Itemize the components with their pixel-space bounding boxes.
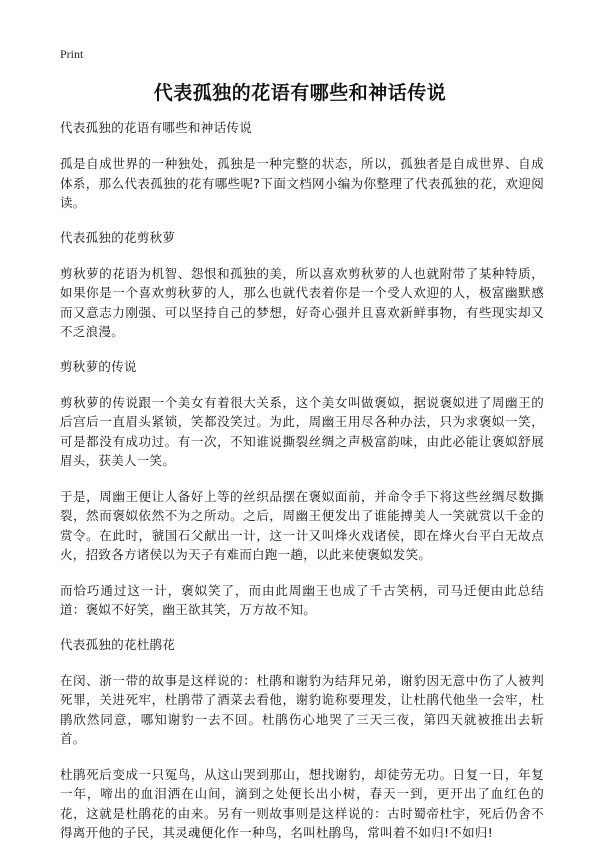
page-title: 代表孤独的花语有哪些和神话传说 xyxy=(153,82,447,104)
article-body xyxy=(60,119,544,859)
legend-paragraph-1: 剪秋萝的传说跟一个美女有着很大关系，这个美女叫做褒姒，据说褒姒进了周幽王的后宫后一直眉头紧锁，笑都没笑过。为此，周幽王用尽各种办法，只为求褒姒一笑，可是都没有成功过。有一次，不知谁说撕裂丝绸之声极富韵味，由此必能让褒姒舒展眉头，获美人一笑。 xyxy=(60,394,544,468)
legend-paragraph-2: 于是，周幽王便让人备好上等的丝织品摆在褒姒面前，并命令手下将这些丝绸尽数撕裂，然而褒姒依然不为之所动。之后，周幽王便发出了谁能搏美人一笑就赏以千金的赏令。在此时，虢国石父献出一计，这一计又叫烽火戏诸侯，即在烽火台平白无故点火，招致各方诸侯以为天子有难而白跑一趟，以此来使褒姒发笑。 xyxy=(60,488,544,562)
print-link[interactable]: Print xyxy=(60,47,84,61)
section-heading-azalea: 代表孤独的花杜鹃花 xyxy=(60,636,176,652)
intro-paragraph: 孤是自成世界的一种独处，孤独是一种完整的状态，所以，孤独者是自成世界、自成体系，那么代表孤独的花有哪些呢?下面文档网小编为你整理了代表孤独的花，欢迎阅读。 xyxy=(60,156,544,210)
section-heading-cyclamen: 代表孤独的花剪秋萝 xyxy=(60,229,176,245)
azalea-paragraph-1: 在闵、浙一带的故事是这样说的：杜鹃和谢豹为结拜兄弟，谢豹因无意中伤了人被判死罪，关进死牢，杜鹃带了酒菜去看他，谢豹诡称要理发，让杜鹃代他坐一会牢，杜鹃欣然同意，哪知谢豹一去不回。杜鹃伤心地哭了三天三夜，第四天就被推出去斩首。 xyxy=(60,672,544,746)
subtitle-heading: 代表孤独的花语有哪些和神话传说 xyxy=(60,120,253,135)
azalea-paragraph-2: 杜鹃死后变成一只冤鸟，从这山哭到那山，想找谢豹，却徒劳无功。日复一日，年复一年，啼出的血泪洒在山间，滴到之处便长出小树，春天一到，更开出了血红色的花，这就是杜鹃花的由来。另有一则故事则是这样说的：古时蜀帝杜宇，死后仍舍不得离开他的子民，其灵魂便化作一种鸟，名叫杜鹃鸟，常叫着不如归!不如归! xyxy=(60,766,544,840)
cyclamen-paragraph: 剪秋萝的花语为机智、怨恨和孤独的美，所以喜欢剪秋萝的人也就附带了某种特质，如果你是一个喜欢剪秋萝的人，那么也就代表着你是一个受人欢迎的人，极富幽默感而又意志力刚强、可以坚持自己的梦想，好奇心强并且喜欢新鲜事物，有些现实却又不乏浪漫。 xyxy=(60,265,544,339)
section-heading-legend: 剪秋萝的传说 xyxy=(60,358,137,374)
legend-paragraph-3: 而恰巧通过这一计，褒姒笑了，而由此周幽王也成了千古笑柄，司马迁便由此总结道：褒姒不好笑，幽王欲其笑，万方故不知。 xyxy=(60,582,544,617)
